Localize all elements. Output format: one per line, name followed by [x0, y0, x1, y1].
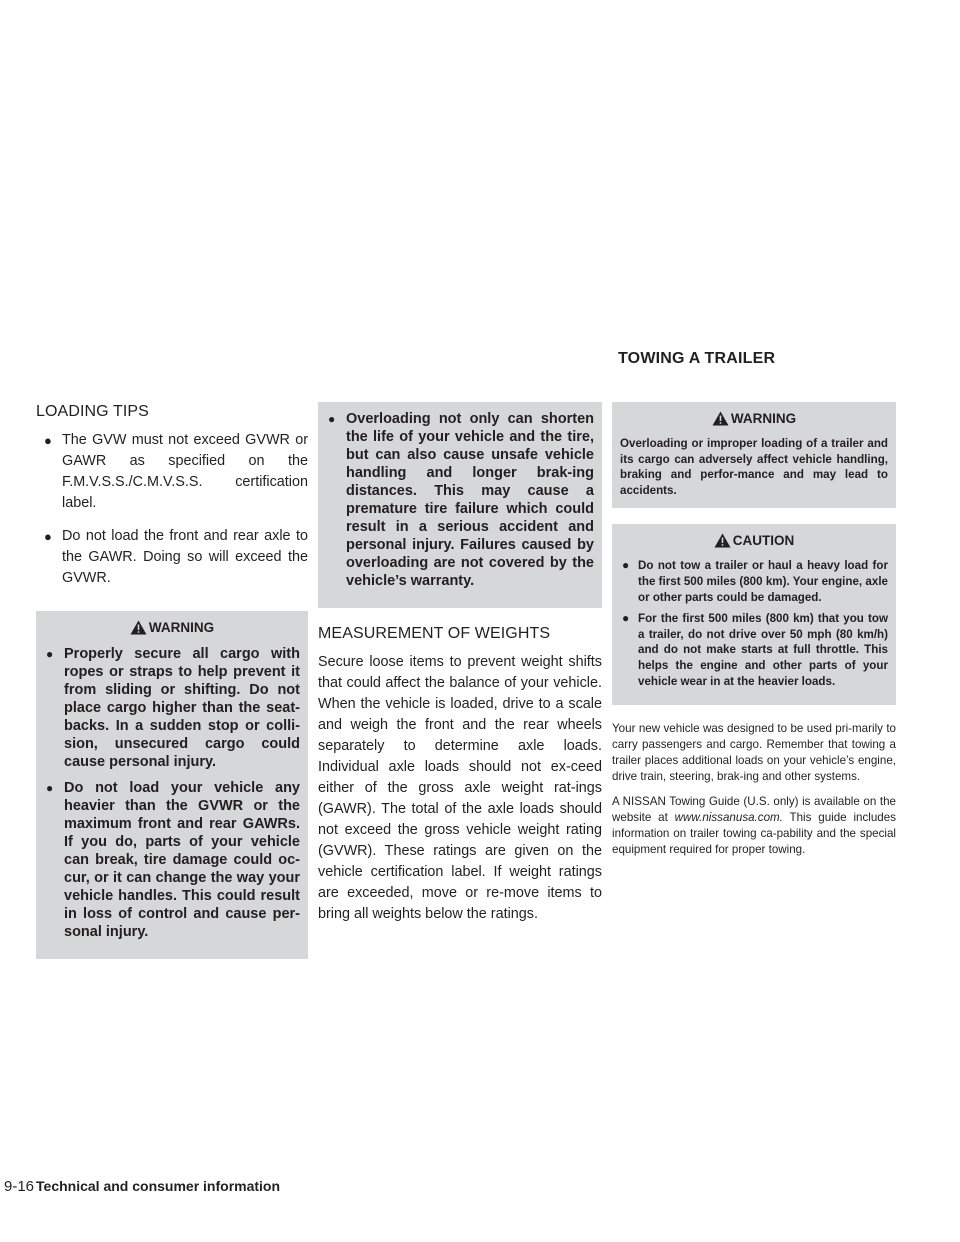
warning-triangle-icon — [130, 620, 147, 635]
list-item: ● Do not tow a trailer or haul a heavy load for the first 500 miles (800 km). Your engine, axle or other parts could be damaged. — [622, 558, 888, 604]
warning-box — [36, 611, 308, 959]
warning-triangle-icon — [712, 411, 729, 426]
towing-paragraph-2: A NISSAN Towing Guide (U.S. only) is available on the website at www.nissanusa.com. This guide includes information on trailer towing ca-pability and the special equipment required for proper towing. — [612, 795, 897, 856]
chapter-title: Technical and consumer information — [36, 1178, 281, 1194]
loading-tips-heading: LOADING TIPS — [36, 403, 149, 420]
list-item: ● Do not load your vehicle any heavier than the GVWR or the maximum front and rear GAWRs. If you do, parts of your vehicle can break, tire damage could oc-cur, or it can change the way your vehicle handles. This could result in loss of control and cause per-sonal injury. — [46, 780, 300, 940]
caution-header: CAUTION — [620, 532, 888, 550]
column-3 — [612, 402, 896, 868]
loading-tips-list — [36, 430, 308, 589]
section-title: TOWING A TRAILER — [618, 350, 776, 367]
list-item: ● Do not load the front and rear axle to the GAWR. Doing so will exceed the GVWR. — [44, 528, 308, 586]
warning-box — [612, 402, 896, 508]
measurement-body: Secure loose items to prevent weight shifts that could affect the balance of your vehicle. When the vehicle is loaded, drive to a scale and weigh the front and the rear wheels separately to determine axle loads. Individual axle loads should not ex-ceed either of the gross axle weight rat-ings (GAWR). The total of the axle loads should not exceed the gross vehicle weight rating (GVWR). These ratings are given on the vehicle certification label. If weight ratings are exceeded, move or re-move items to bring all weights below the ratings. — [318, 654, 602, 922]
column-1 — [36, 402, 308, 975]
warning-list — [44, 645, 300, 941]
bullet-icon: ● — [328, 412, 336, 426]
list-item: ● For the first 500 miles (800 km) that you tow a trailer, do not drive over 50 mph (80 km/h) and do not make starts at full throttle. This helps the engine and other parts of your vehicle wear in at the heavier loads. — [622, 611, 888, 688]
bullet-icon: ● — [46, 647, 54, 661]
column-2 — [318, 402, 602, 925]
page-footer — [4, 1176, 280, 1197]
bullet-icon: ● — [44, 529, 52, 544]
measurement-heading: MEASUREMENT OF WEIGHTS — [318, 625, 551, 642]
warning-body: Overloading or improper loading of a trailer and its cargo can adversely affect vehicle handling, braking and perfor-mance and may lead to accidents. — [620, 437, 888, 497]
bullet-icon: ● — [44, 433, 52, 448]
caution-box — [612, 524, 896, 705]
website-link[interactable]: www.nissanusa.com. — [674, 811, 783, 825]
caution-list — [620, 558, 888, 689]
warning-header: WARNING — [620, 410, 888, 428]
bullet-icon: ● — [46, 781, 54, 795]
list-item: ● Overloading not only can shorten the life of your vehicle and the tire, but can also cause unsafe vehicle handling and longer brak-ing distances. This may cause a premature tire failure which could result in a serious accident and personal injury. Failures caused by overloading are not covered by the vehicle’s warranty. — [328, 411, 594, 589]
warning-header: WARNING — [44, 619, 300, 637]
list-item: ● Properly secure all cargo with ropes or straps to help prevent it from sliding or shifting. Do not place cargo higher than the seat-backs. In a sudden stop or colli-sion, unsecured cargo could cause personal injury. — [46, 646, 300, 770]
list-item: ● The GVW must not exceed GVWR or GAWR as specified on the F.M.V.S.S./C.M.V.S.S. certification label. — [44, 432, 308, 511]
bullet-icon: ● — [622, 611, 630, 626]
warning-list — [326, 410, 594, 590]
bullet-icon: ● — [622, 558, 630, 573]
warning-triangle-icon — [714, 533, 731, 548]
page-number: 9-16 — [4, 1178, 35, 1195]
warning-box-continued — [318, 402, 602, 608]
towing-paragraph-1: Your new vehicle was designed to be used pri-marily to carry passengers and cargo. Remember that towing a trailer places additional loads on your vehicle’s engine, drive train, steering, brak-ing and other systems. — [612, 722, 896, 783]
